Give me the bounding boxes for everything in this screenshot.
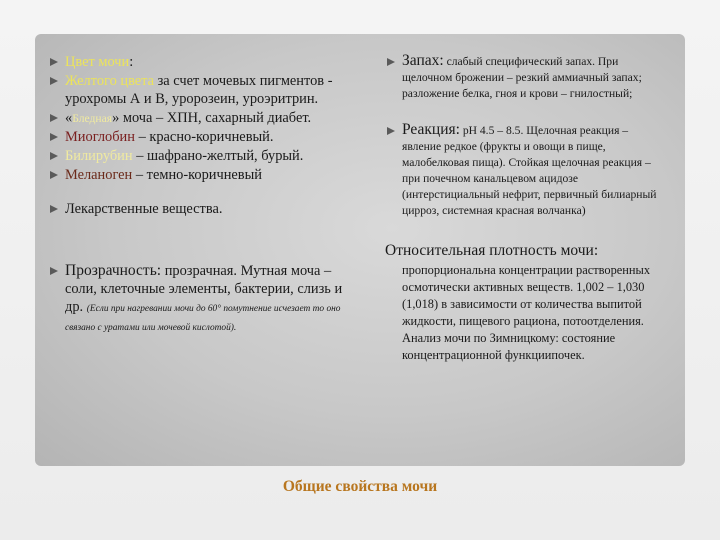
bilirubin-word: Билирубин	[65, 148, 133, 164]
myoglobin-text: – красно-коричневый.	[134, 129, 274, 145]
reaction-label: Реакция:	[402, 121, 460, 138]
yellow-color-item	[48, 72, 358, 108]
zimnitsky-text: Анализ мочи по Зимницкому: состояние концентрационной функциипочек.	[402, 331, 616, 362]
pale-urine-item	[48, 109, 358, 127]
pale-text: » моча – ХПН, сахарный диабет.	[112, 110, 312, 126]
pale-open: «	[65, 110, 73, 126]
bullet-arrow-icon	[50, 77, 58, 85]
bilirubin-text: – шафрано-желтый, бурый.	[132, 148, 304, 164]
melanogen-item	[48, 166, 358, 184]
slide-title: Общие свойства мочи	[282, 478, 438, 495]
transparency-label: Прозрачность:	[65, 262, 162, 279]
bullet-arrow-icon	[387, 58, 395, 66]
bilirubin-item	[48, 147, 358, 165]
melanogen-text: – темно-коричневый	[132, 167, 262, 183]
transparency-note: (Если при нагревании мочи до 60° помутнение исчезает то оно связано с уратами или мочевой кислотой).	[65, 304, 341, 333]
drugs-item	[48, 200, 358, 218]
smell-item	[385, 53, 670, 102]
bullet-arrow-icon	[50, 205, 58, 213]
melanogen-word: Меланоген	[65, 167, 133, 183]
bullet-arrow-icon	[50, 114, 58, 122]
smell-text: слабый специфический запах. При щелочном брожении – резкий аммиачный запах; разложение белка, гноя и крови – гнилостный;	[402, 55, 642, 100]
yellow-word: Желтого цвета	[65, 73, 155, 89]
left-column	[48, 53, 358, 336]
density-text: пропорциональна концентрации растворенных осмотически активных веществ. 1,002 – 1,030 (1,018) в зависимости от количества выпитой жидкости, пищевого рациона, потоотделения.	[402, 263, 651, 328]
density-title: Относительная плотность мочи:	[385, 242, 599, 259]
transparency-text: Мутная моча – соли, клеточные элементы, бактерии, слизь и др.	[65, 263, 343, 315]
urine-color-label: Цвет мочи	[65, 54, 130, 70]
right-column	[385, 53, 670, 364]
transparency-item	[48, 262, 350, 335]
transparency-value: прозрачная.	[161, 263, 238, 279]
myoglobin-word: Миоглобин	[65, 129, 135, 145]
reaction-ph: рН 4.5 – 8.5.	[459, 124, 524, 137]
bullet-arrow-icon	[50, 171, 58, 179]
smell-label: Запах:	[402, 52, 444, 69]
reaction-text: Щелочная реакция – явление редкое (фрукты и овощи в пище, малобелковая пища). Стойкая щелочная реакция – при почечном канальцевом ацидозе (интерстициальный нефрит, первичный билиарный цирроз, системная красная волчанка)	[402, 124, 657, 217]
urine-color-colon: :	[129, 54, 134, 70]
reaction-item	[385, 122, 670, 219]
urine-color-item	[48, 53, 358, 71]
pale-word: Бледная	[72, 112, 113, 125]
bullet-arrow-icon	[387, 127, 395, 135]
bullet-arrow-icon	[50, 58, 58, 66]
bullet-arrow-icon	[50, 133, 58, 141]
bullet-arrow-icon	[50, 152, 58, 160]
myoglobin-item	[48, 128, 358, 146]
yellow-text: за счет мочевых пигментов - урохромы А и В, уророзеин, уроэритрин.	[65, 73, 333, 107]
drugs-text: Лекарственные вещества.	[65, 201, 223, 217]
bullet-arrow-icon	[50, 267, 58, 275]
